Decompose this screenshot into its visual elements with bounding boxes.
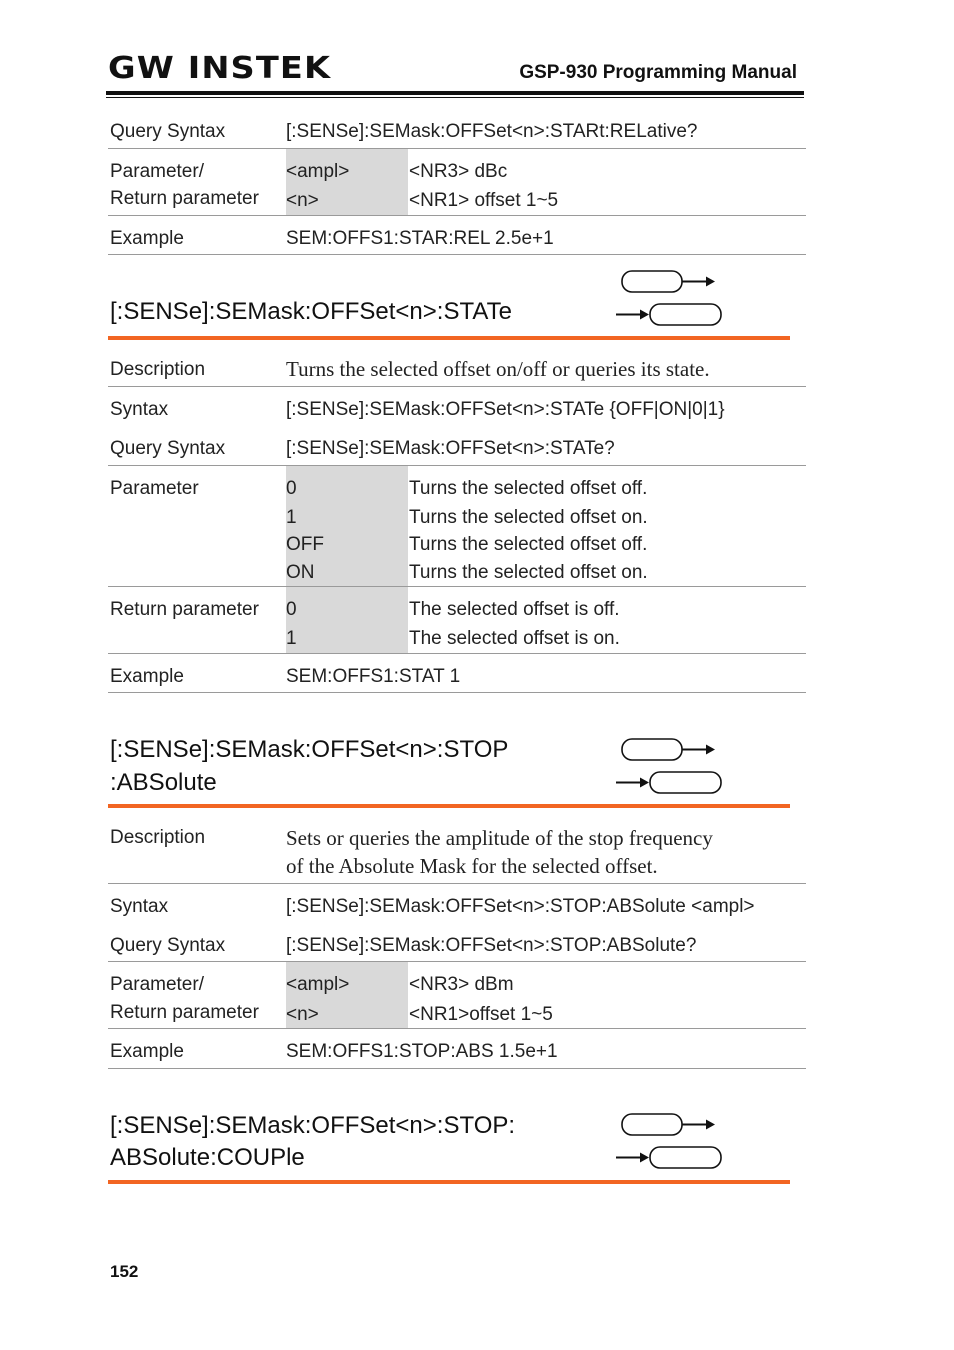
example-value: SEM:OFFS1:STAR:REL 2.5e+1: [286, 228, 554, 249]
row-divider: [108, 586, 806, 587]
section-title-underline: [108, 804, 790, 808]
set-query-icon-group: [614, 268, 724, 328]
description-text: Sets or queries the amplitude of the stop frequency: [286, 826, 713, 850]
set-command-arrow-icon: [614, 268, 724, 328]
example-value: SEM:OFFS1:STOP:ABS 1.5e+1: [286, 1041, 558, 1062]
syntax-label: Syntax: [110, 896, 169, 917]
param-desc: <NR1>offset 1~5: [409, 1004, 553, 1025]
return-name: 1: [286, 628, 297, 649]
example-label: Example: [110, 666, 184, 687]
row-divider: [108, 1068, 806, 1069]
syntax-label: Syntax: [110, 399, 169, 420]
query-syntax-label: Query Syntax: [110, 935, 226, 956]
return-desc: The selected offset is off.: [409, 599, 620, 620]
description-text: Turns the selected offset on/off or queries its state.: [286, 357, 710, 381]
return-parameter-label: Return parameter: [110, 1002, 259, 1023]
query-syntax-value: [:SENSe]:SEMask:OFFSet<n>:STATe?: [286, 438, 615, 459]
param-desc: <NR3> dBm: [409, 974, 514, 995]
parameter-label: Parameter/: [110, 161, 204, 182]
set-query-icon-group: [614, 736, 724, 796]
return-shade: [286, 587, 408, 653]
param-name: ON: [286, 562, 315, 583]
row-divider: [108, 883, 806, 884]
set-command-arrow-icon: [614, 1111, 724, 1171]
section-title-underline: [108, 1180, 790, 1184]
set-command-arrow-icon: [614, 736, 724, 796]
row-divider: [108, 692, 806, 693]
query-syntax-label: Query Syntax: [110, 121, 226, 142]
param-desc: <NR1> offset 1~5: [409, 190, 559, 211]
param-name: 0: [286, 478, 297, 499]
example-label: Example: [110, 1041, 184, 1062]
row-divider: [108, 254, 806, 255]
description-label: Description: [110, 359, 206, 380]
syntax-value: [:SENSe]:SEMask:OFFSet<n>:STATe {OFF|ON|0|1}: [286, 399, 725, 420]
return-name: 0: [286, 599, 297, 620]
return-desc: The selected offset is on.: [409, 628, 620, 649]
manual-title: GSP-930 Programming Manual: [519, 62, 797, 83]
query-syntax-label: Query Syntax: [110, 438, 226, 459]
param-name: OFF: [286, 534, 324, 555]
row-divider: [108, 653, 806, 654]
gw-instek-logo: GW INSTEK: [108, 51, 332, 86]
param-desc: Turns the selected offset on.: [409, 507, 648, 528]
header-rule: [106, 91, 804, 95]
row-divider: [108, 961, 806, 962]
header-rule-thin: [106, 97, 804, 98]
row-divider: [108, 465, 806, 466]
section-title: [:SENSe]:SEMask:OFFSet<n>:STOP:: [110, 1112, 516, 1139]
query-syntax-value: [:SENSe]:SEMask:OFFSet<n>:STARt:RELative?: [286, 121, 698, 142]
description-label: Description: [110, 827, 206, 848]
param-name: <n>: [286, 190, 319, 211]
set-query-icon-group: [614, 1111, 724, 1171]
section-title: [:SENSe]:SEMask:OFFSet<n>:STOP: [110, 736, 509, 763]
example-label: Example: [110, 228, 184, 249]
section-title-underline: [108, 336, 790, 340]
param-name: 1: [286, 507, 297, 528]
section-title: [:SENSe]:SEMask:OFFSet<n>:STATe: [110, 298, 512, 325]
param-desc: <NR3> dBc: [409, 161, 508, 182]
row-divider: [108, 148, 806, 149]
query-syntax-value: [:SENSe]:SEMask:OFFSet<n>:STOP:ABSolute?: [286, 935, 697, 956]
return-parameter-label: Return parameter: [110, 599, 259, 620]
param-name: <ampl>: [286, 161, 350, 182]
param-desc: Turns the selected offset off.: [409, 478, 648, 499]
section-title-line2: ABSolute:COUPle: [110, 1144, 305, 1171]
parameter-label: Parameter/: [110, 974, 204, 995]
row-divider: [108, 1028, 806, 1029]
parameter-label: Parameter: [110, 478, 199, 499]
return-parameter-label: Return parameter: [110, 188, 259, 209]
syntax-value: [:SENSe]:SEMask:OFFSet<n>:STOP:ABSolute <ampl>: [286, 896, 755, 917]
row-divider: [108, 386, 806, 387]
section-title-line2: :ABSolute: [110, 769, 217, 796]
param-desc: Turns the selected offset off.: [409, 534, 648, 555]
example-value: SEM:OFFS1:STAT 1: [286, 666, 461, 687]
page-number: 152: [110, 1262, 139, 1281]
description-text-line2: of the Absolute Mask for the selected offset.: [286, 854, 658, 878]
param-name: <ampl>: [286, 974, 350, 995]
param-desc: Turns the selected offset on.: [409, 562, 648, 583]
row-divider: [108, 215, 806, 216]
param-name: <n>: [286, 1004, 319, 1025]
